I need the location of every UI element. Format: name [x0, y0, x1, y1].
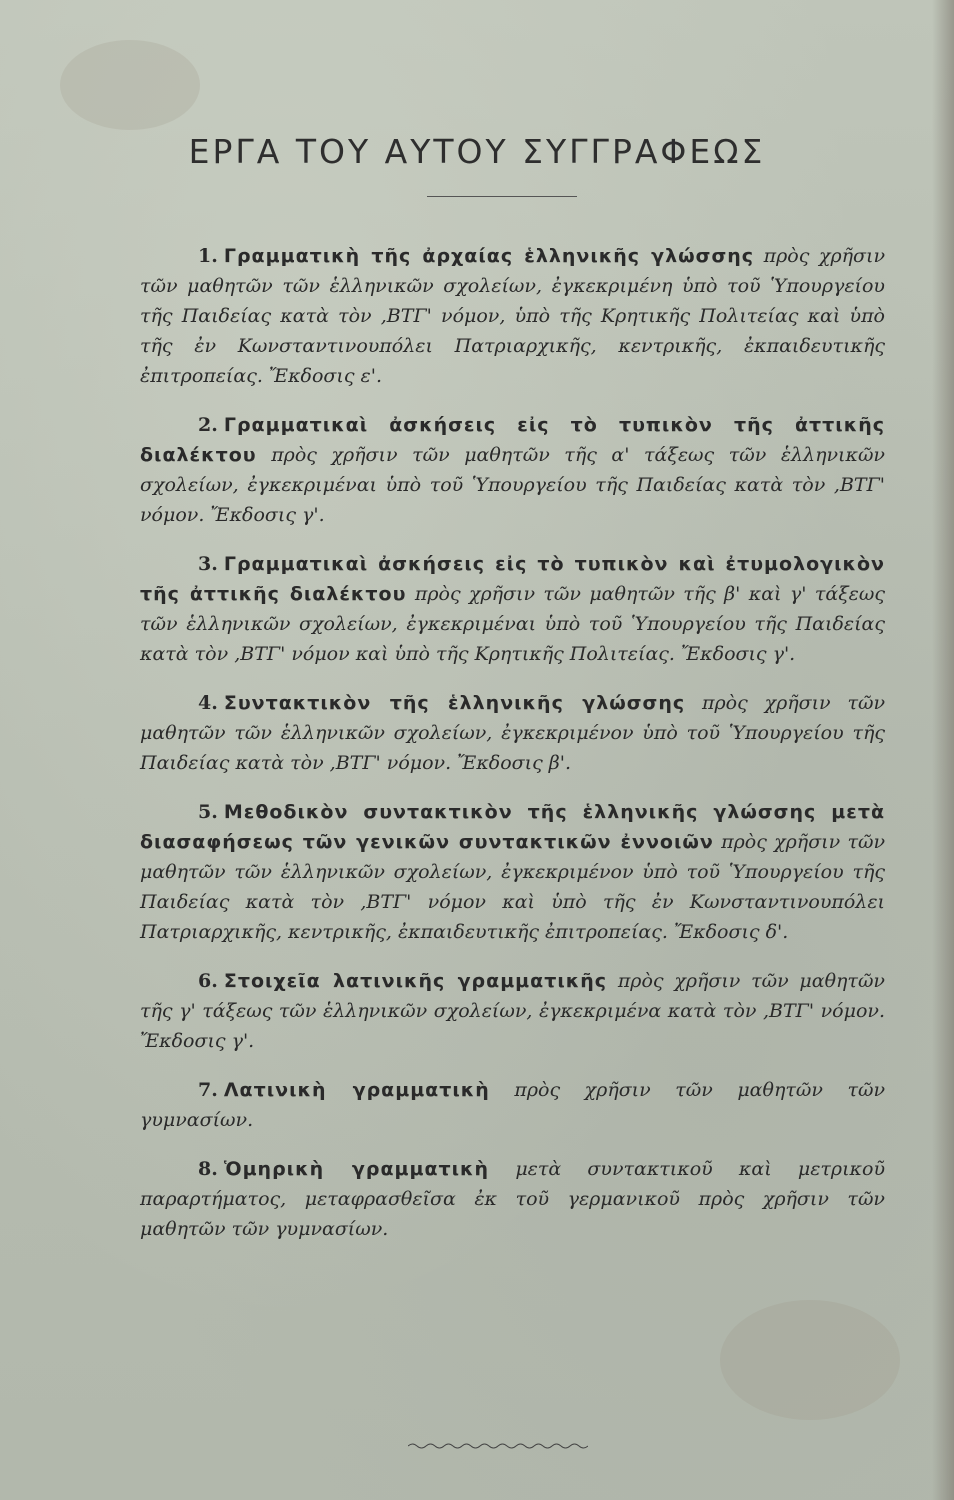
title-rule	[427, 196, 577, 197]
paper-stain	[60, 40, 200, 130]
item-title: Γραμματικαὶ ἀσκήσεις εἰς τὸ τυπικὸν τῆς ἀττικῆς διαλέκτου	[140, 414, 885, 466]
list-item	[140, 1075, 885, 1135]
item-number: 3.	[198, 553, 218, 575]
works-list	[140, 222, 885, 1252]
list-item	[140, 410, 885, 530]
item-title: Λατινικὴ γραμματικὴ	[223, 1079, 490, 1101]
item-title: Ὁμηρικὴ γραμματικὴ	[223, 1158, 490, 1180]
item-number: 1.	[198, 245, 218, 267]
item-description: πρὸς χρῆσιν τῶν μαθητῶν τῆς β' καὶ γ' τάξεως τῶν ἑλληνικῶν σχολείων, ἐγκεκριμέναι ὑπὸ τοῦ Ὑπουργείου τῆς Παιδείας κατὰ τὸν ,ΒΤΓ' νόμον καὶ ὑπὸ τῆς Κρητικῆς Πολιτείας. Ἔκδοσις γ'.	[140, 583, 885, 665]
list-item	[140, 241, 885, 391]
item-description: πρὸς χρῆσιν τῶν μαθητῶν τῶν ἑλληνικῶν σχολείων, ἐγκεκριμένη ὑπὸ τοῦ Ὑπουργείου τῆς Παιδείας κατὰ τὸν ,ΒΤΓ' νόμον, ὑπὸ τῆς Κρητικῆς Πολιτείας καὶ ὑπὸ τῆς ἐν Κωνσταντινουπόλει Πατριαρχικῆς, κεντρικῆς, ἐκπαιδευτικῆς ἐπιτροπείας. Ἔκδοσις ε'.	[140, 245, 885, 387]
page-edge-shadow	[932, 0, 954, 1500]
item-title: Γραμματικὴ τῆς ἀρχαίας ἑλληνικῆς γλώσσης	[223, 245, 755, 267]
item-number: 8.	[198, 1158, 218, 1180]
item-title: Συντακτικὸν τῆς ἑλληνικῆς γλώσσης	[223, 692, 686, 714]
item-number: 4.	[198, 692, 218, 714]
item-description: μετὰ συντακτικοῦ καὶ μετρικοῦ παραρτήματος, μεταφρασθεῖσα ἐκ τοῦ γερμανικοῦ πρὸς χρῆσιν τῶν μαθητῶν τῶν γυμνασίων.	[140, 1158, 886, 1240]
paper-stain	[720, 1300, 900, 1420]
item-description: πρὸς χρῆσιν τῶν μαθητῶν τῆς γ' τάξεως τῶν ἑλληνικῶν σχολείων, ἐγκεκριμένα κατὰ τὸν ,ΒΤΓ' νόμον. Ἔκδοσις γ'.	[140, 970, 885, 1052]
list-item	[140, 1154, 885, 1244]
list-item	[140, 549, 885, 669]
item-description: πρὸς χρῆσιν τῶν μαθητῶν τῆς α' τάξεως τῶν ἑλληνικῶν σχολείων, ἐγκεκριμέναι ὑπὸ τοῦ Ὑπουργείου τῆς Παιδείας κατὰ τὸν ,ΒΤΓ' νόμον. Ἔκδοσις γ'.	[140, 444, 885, 526]
item-number: 2.	[198, 414, 218, 436]
item-number: 7.	[198, 1079, 218, 1101]
item-description: πρὸς χρῆσιν τῶν μαθητῶν τῶν ἑλληνικῶν σχολείων, ἐγκεκριμένον ὑπὸ τοῦ Ὑπουργείου τῆς Παιδείας κατὰ τὸν ,ΒΤΓ' νόμον καὶ ὑπὸ τῆς ἐν Κωνσταντινουπόλει Πατριαρχικῆς, κεντρικῆς, ἐκπαιδευτικῆς ἐπιτροπείας. Ἔκδοσις δ'.	[140, 831, 885, 943]
item-title: Μεθοδικὸν συντακτικὸν τῆς ἑλληνικῆς γλώσσης μετὰ διασαφήσεως τῶν γενικῶν συντακτικῶν ἐννοιῶν	[140, 801, 885, 853]
item-number: 5.	[198, 801, 218, 823]
item-description: πρὸς χρῆσιν τῶν μαθητῶν τῶν γυμνασίων.	[140, 1079, 885, 1131]
wavy-rule	[408, 1442, 588, 1450]
item-title: Στοιχεῖα λατινικῆς γραμματικῆς	[223, 970, 608, 992]
list-item	[140, 966, 885, 1056]
item-number: 6.	[198, 970, 218, 992]
item-title: Γραμματικαὶ ἀσκήσεις εἰς τὸ τυπικὸν καὶ ἐτυμολογικὸν τῆς ἀττικῆς διαλέκτου	[140, 553, 885, 605]
list-item	[140, 688, 885, 778]
item-description: πρὸς χρῆσιν τῶν μαθητῶν τῶν ἑλληνικῶν σχολείων, ἐγκεκριμένον ὑπὸ τοῦ Ὑπουργείου τῆς Παιδείας κατὰ τὸν ,ΒΤΓ' νόμον. Ἔκδοσις β'.	[140, 692, 886, 774]
list-item	[140, 797, 885, 947]
page-title: ΕΡΓΑ ΤΟΥ ΑΥΤΟΥ ΣΥΓΓΡΑΦΕΩΣ	[188, 132, 766, 171]
